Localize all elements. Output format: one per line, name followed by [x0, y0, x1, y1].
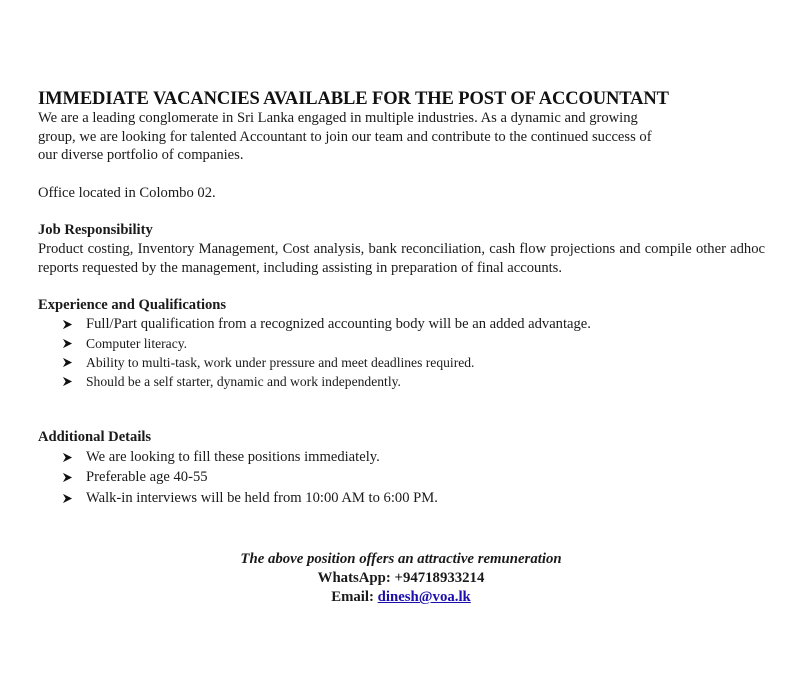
list-item-text: Ability to multi-task, work under pressure and meet deadlines required. — [86, 354, 475, 370]
list-item-text: Computer literacy. — [86, 335, 188, 351]
spacer — [38, 277, 765, 296]
arrowhead-bullet-icon — [62, 372, 76, 391]
remuneration-note: The above position offers an attractive remuneration — [240, 551, 562, 567]
list-item-text: Preferable age 40-55 — [86, 469, 208, 486]
list-item-text: Walk-in interviews will be held from 10:00 AM to 6:00 PM. — [86, 489, 438, 506]
list-item — [38, 315, 765, 334]
list-item-text: Should be a self starter, dynamic and work independently. — [86, 373, 401, 389]
email-link[interactable]: dinesh@voa.lk — [377, 589, 471, 605]
arrowhead-bullet-icon — [62, 467, 76, 488]
list-item-text: We are looking to fill these positions immediately. — [86, 448, 380, 465]
whatsapp-number: +94718933214 — [394, 570, 485, 586]
whatsapp-line — [0, 569, 793, 588]
arrowhead-bullet-icon — [62, 315, 76, 334]
spacer — [38, 409, 765, 428]
whatsapp-label: WhatsApp: — [317, 570, 395, 586]
list-item — [38, 334, 765, 353]
intro-line: our diverse portfolio of companies. — [38, 147, 244, 164]
arrowhead-bullet-icon — [62, 353, 76, 372]
section-heading: Experience and Qualifications — [38, 296, 227, 313]
job-responsibility-text: Product costing, Inventory Management, Cost analysis, bank reconciliation, cash flow projections and compile other adhoc reports requested by the management, including assisting in preparation of final accounts. — [38, 240, 765, 276]
experience-list — [38, 315, 765, 391]
page-title: IMMEDIATE VACANCIES AVAILABLE FOR THE POST OF ACCOUNTANT — [38, 89, 669, 109]
job-responsibility-section — [38, 221, 765, 277]
intro-line: group, we are looking for talented Accountant to join our team and contribute to the continued success of — [38, 128, 652, 145]
job-ad-document — [38, 89, 765, 508]
email-line — [0, 588, 793, 607]
arrowhead-bullet-icon — [62, 447, 76, 468]
additional-details-list — [38, 447, 765, 509]
list-item — [38, 353, 765, 372]
list-item — [38, 372, 765, 391]
spacer — [38, 165, 765, 184]
contact-footer — [0, 550, 793, 607]
list-item — [38, 488, 765, 509]
section-heading: Job Responsibility — [38, 222, 153, 239]
email-label: Email: — [331, 589, 378, 605]
arrowhead-bullet-icon — [62, 334, 76, 353]
intro-line: We are a leading conglomerate in Sri Lanka engaged in multiple industries. As a dynamic and growing — [38, 110, 638, 126]
office-location: Office located in Colombo 02. — [38, 184, 216, 201]
additional-details-section — [38, 428, 765, 508]
section-heading: Additional Details — [38, 429, 152, 446]
intro-paragraph — [38, 109, 765, 165]
experience-section — [38, 296, 765, 391]
list-item — [38, 447, 765, 468]
spacer — [38, 391, 765, 410]
arrowhead-bullet-icon — [62, 488, 76, 509]
spacer — [38, 203, 765, 222]
list-item — [38, 467, 765, 488]
list-item-text: Full/Part qualification from a recognized accounting body will be an added advantage. — [86, 315, 591, 332]
